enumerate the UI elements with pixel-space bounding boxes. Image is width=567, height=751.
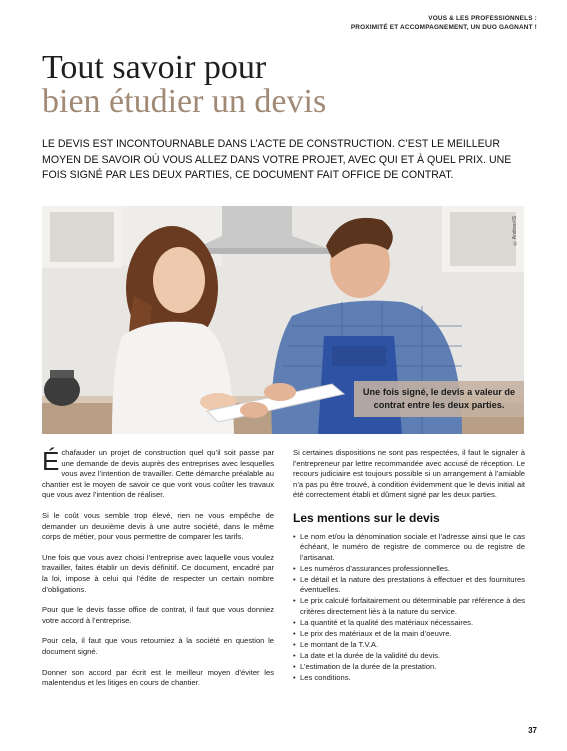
intro-paragraph: LE DEVIS EST INCONTOURNABLE DANS L’ACTE DE CONSTRUCTION. C’EST LE MEILLEUR MOYEN DE SAVOIR OÙ VOUS ALLEZ DANS VOTRE PROJET, AVEC QUI ET À QUEL PRIX. UNE FOIS SIGNÉ PAR LES DEUX PARTIES, CE DOCUMENT FAIT OFFICE DE CONTRAT. xyxy=(42,138,512,181)
section-header-line-1: VOUS & LES PROFESSIONNELS : xyxy=(428,15,537,22)
mentions-heading: Les mentions sur le devis xyxy=(293,510,440,525)
paragraph-4: Pour que le devis fasse office de contrat, il faut que vous donniez votre accord à l’entreprise. xyxy=(42,605,274,625)
list-item: • Le nom et/ou la dénomination sociale et l’adresse ainsi que le cas échéant, le numéro de registre de commerce ou de registre de l’artisanat. xyxy=(293,532,525,564)
list-item: • La quantité et la qualité des matériaux nécessaires. xyxy=(293,618,525,629)
page-title-line-1: Tout savoir pour xyxy=(42,49,267,86)
left-column xyxy=(42,448,274,699)
paragraph-2: Si le coût vous semble trop élevé, rien ne vous empêche de demander un deuxième devis à une autre société, dans le même corps de métier, pour vous permettre de comparer les tarifs. xyxy=(42,510,274,542)
list-item: • Le montant de la T.V.A. xyxy=(293,640,525,651)
article-photo xyxy=(42,206,524,434)
drop-cap: É xyxy=(42,446,60,476)
list-item: • La date et la durée de la validité du devis. xyxy=(293,651,525,662)
list-item: • Le prix calculé forfaitairement ou déterminable par référence à des critères directement liés à la nature du service. xyxy=(293,596,525,617)
right-column xyxy=(293,448,525,684)
section-header xyxy=(351,14,537,32)
paragraph-1 xyxy=(42,448,274,501)
mentions-list xyxy=(293,532,525,684)
list-item: • Le détail et la nature des prestations à effectuer et des fournitures éventuelles. xyxy=(293,575,525,596)
page-number: 37 xyxy=(528,726,537,735)
paragraph-7: Si certaines dispositions ne sont pas respectées, il faut le signaler à l’entrepreneur par lettre recommandée avec accusé de réception. Le recours judiciaire est toujours possible si un arrangement à l’amiable n’a pas pu être trouvé, à condition évidemment que le devis initial ait été correctement établi et dûment signé par les deux parties. xyxy=(293,448,525,500)
list-item: • L’estimation de la durée de la prestation. xyxy=(293,662,525,673)
list-item: • Les conditions. xyxy=(293,673,525,684)
section-header-line-2: PROXIMITÉ ET ACCOMPAGNEMENT, UN DUO GAGNANT ! xyxy=(350,24,537,31)
list-item: • Le prix des matériaux et de la main d’oeuvre. xyxy=(293,629,525,640)
paragraph-3: Une fois que vous avez choisi l’entreprise avec laquelle vous voulez travailler, faites établir un devis définitif. Ce document, encadré par la loi, impose à celui qui l’édite de respecter un certain nombre d’obligations. xyxy=(42,552,274,594)
photo-caption: Une fois signé, le devis a valeur de contrat entre les deux parties. xyxy=(354,381,524,417)
paragraph-5: Pour cela, il faut que vous retourniez à la société en question le document signé. xyxy=(42,636,274,656)
page-title-line-2: bien étudier un devis xyxy=(42,83,327,120)
paragraph-6: Donner son accord par écrit est le meilleur moyen d’éviter les malentendus et les litiges en cours de chantier. xyxy=(42,667,274,688)
photo-credit: ©Andresr/iS xyxy=(512,216,518,246)
paragraph-1-text: chafauder un projet de construction quel qu’il soit passe par une demande de devis auprès des entreprises avec lesquelles vous avez l’intention de travailler. Cette démarche préalable au chantier est le moyen de savoir ce que vont vous coûter les travaux que vous avez l’intention de réaliser. xyxy=(42,448,274,500)
list-item: • Les numéros d’assurances professionnelles. xyxy=(293,564,525,575)
